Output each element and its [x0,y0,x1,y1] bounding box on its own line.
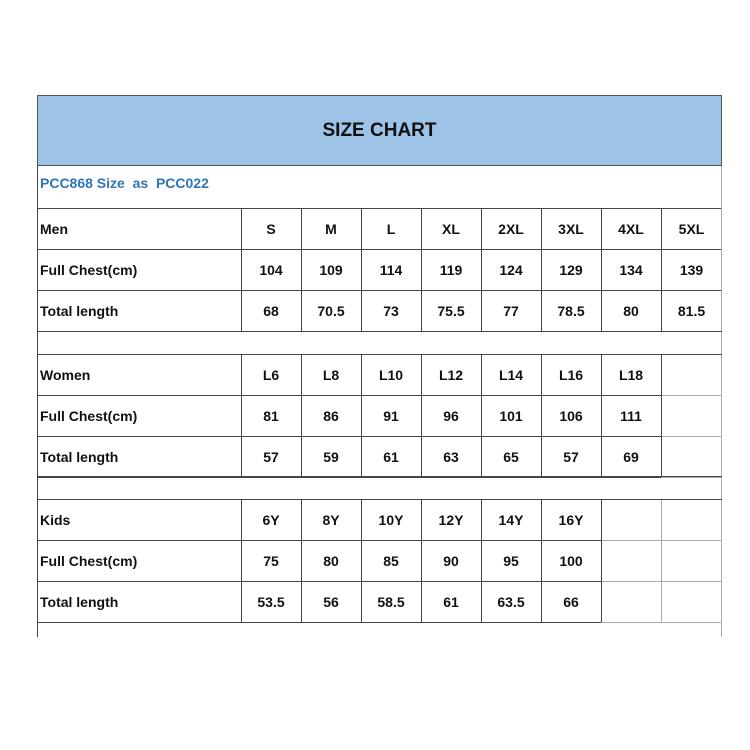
size-value-cell: 124 [499,261,523,278]
row-label: Full Chest(cm) [40,552,138,569]
size-value-cell: 134 [619,261,643,278]
size-value-cell: 75 [263,552,279,569]
column-divider [361,208,362,331]
column-divider [541,208,542,331]
size-header-cell: 6Y [262,511,280,528]
row-label: Kids [40,511,71,528]
size-header-cell: 16Y [558,511,584,528]
size-value-cell: 63 [443,448,459,465]
size-value-cell: 129 [559,261,583,278]
size-header-cell: XL [442,220,460,237]
size-value-cell: 139 [679,261,704,278]
row-divider [661,395,722,396]
row-divider [37,622,601,623]
size-value-cell: 58.5 [377,593,405,610]
column-divider [661,354,662,477]
size-header-cell: M [325,220,337,237]
size-value-cell: 111 [620,407,642,424]
row-divider [37,436,661,437]
size-header-cell: L8 [322,366,340,383]
size-value-cell: 70.5 [317,302,345,319]
size-header-cell: 4XL [618,220,644,237]
size-value-cell: 80 [323,552,339,569]
size-value-cell: 100 [559,552,583,569]
size-header-cell: 14Y [498,511,524,528]
size-header-cell: L6 [262,366,280,383]
row-divider [37,208,722,209]
chart-subtitle: PCC868 Size as PCC022 [40,175,209,191]
size-header-cell [601,499,661,540]
size-value-cell: 73 [383,302,399,319]
size-value-cell: 119 [439,261,463,278]
column-divider [481,499,482,622]
size-value-cell: 69 [623,448,639,465]
row-label: Full Chest(cm) [40,261,138,278]
size-value-cell: 81 [263,407,279,424]
column-divider [661,208,662,331]
row-label: Men [40,220,68,237]
column-divider [601,499,602,622]
row-divider [37,249,722,250]
size-value-cell: 91 [383,407,399,424]
column-divider [421,354,422,477]
size-value-cell: 114 [379,261,403,278]
column-divider [541,354,542,477]
size-header-cell: 8Y [322,511,340,528]
size-value-cell: 61 [443,593,459,610]
row-divider [661,436,722,437]
row-divider [37,290,722,291]
size-header-cell: L18 [618,366,644,383]
size-value-cell [661,436,722,477]
size-value-cell: 63.5 [497,593,525,610]
size-value-cell: 80 [623,302,639,319]
gap-border [37,499,722,500]
size-value-cell: 90 [443,552,459,569]
size-value-cell: 96 [443,407,459,424]
row-divider [37,395,661,396]
row-label: Full Chest(cm) [40,407,138,424]
size-value-cell [601,540,661,581]
size-header-cell: 3XL [558,220,584,237]
column-divider [301,499,302,622]
row-divider [661,477,722,478]
row-divider [37,477,661,478]
size-header-cell: L10 [378,366,404,383]
size-value-cell: 61 [383,448,399,465]
column-divider [601,354,602,477]
size-value-cell: 57 [563,448,579,465]
size-header-cell: L16 [558,366,584,383]
row-divider [601,622,722,623]
column-divider [301,354,302,477]
column-divider [601,208,602,331]
size-value-cell: 65 [503,448,519,465]
column-divider [241,354,242,477]
column-divider [361,354,362,477]
gap-border [37,476,722,477]
size-value-cell: 101 [499,407,523,424]
outer-border [37,166,38,637]
size-value-cell: 81.5 [677,302,706,319]
size-value-cell [601,581,661,622]
size-header-cell: 2XL [498,220,524,237]
size-value-cell: 106 [559,407,583,424]
size-value-cell: 56 [323,593,339,610]
row-label: Women [40,366,91,383]
size-value-cell: 59 [323,448,339,465]
size-header-cell: 10Y [378,511,404,528]
size-value-cell: 53.5 [257,593,285,610]
size-value-cell: 75.5 [437,302,465,319]
column-divider [301,208,302,331]
size-header-cell: L [386,220,396,237]
row-divider [37,540,601,541]
column-divider [541,499,542,622]
size-value-cell: 86 [323,407,339,424]
row-label: Total length [40,593,119,610]
size-header-cell: 12Y [438,511,464,528]
size-value-cell: 66 [563,593,579,610]
size-header-cell [661,354,722,395]
row-divider [37,581,601,582]
size-header-cell: 5XL [678,220,705,237]
column-divider [661,499,662,622]
size-value-cell: 78.5 [557,302,585,319]
size-value-cell: 109 [319,261,343,278]
size-chart [37,95,722,623]
size-value-cell: 77 [503,302,519,319]
column-divider [481,354,482,477]
size-value-cell: 95 [503,552,519,569]
size-value-cell: 68 [263,302,279,319]
size-header-cell [661,499,722,540]
column-divider [421,499,422,622]
row-label: Total length [40,448,119,465]
size-header-cell: L14 [498,366,524,383]
size-value-cell [661,395,722,436]
size-value-cell [661,581,722,622]
column-divider [481,208,482,331]
column-divider [421,208,422,331]
size-value-cell: 104 [259,261,283,278]
column-divider [361,499,362,622]
outer-border [721,166,722,637]
row-label: Total length [40,302,119,319]
column-divider [241,499,242,622]
size-value-cell [661,540,722,581]
size-value-cell: 57 [263,448,279,465]
size-value-cell: 85 [383,552,399,569]
size-header-cell: S [266,220,276,237]
gap-border [37,354,722,355]
gap-border [37,331,722,332]
chart-title: SIZE CHART [37,95,722,166]
column-divider [241,208,242,331]
size-header-cell: L12 [438,366,464,383]
